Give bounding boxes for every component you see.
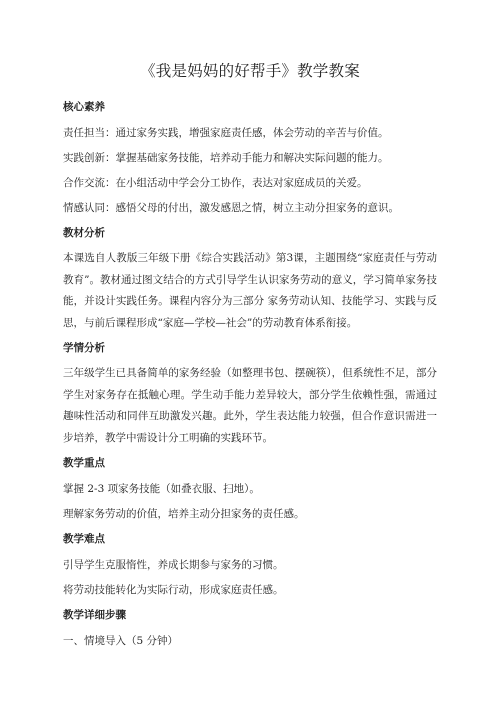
core-item-emotion: 情感认同：感悟父母的付出，激发感恩之情，树立主动分担家务的意识。	[63, 202, 399, 214]
difficulty-item: 将劳动技能转化为实际行动，形成家庭责任感。	[63, 584, 284, 596]
students-paragraph: 三年级学生已具备简单的家务经验（如整理书包、摆碗筷），但系统性不足，部分学生对家务存在抵触心理。学生动手能力差异较大，部分学生依赖性强，需通过趣味性活动和同伴互助激发兴趣。此外，学生表达能力较强，但合作意识需进一步培养，教学中需设计分工明确的实践环节。	[63, 367, 437, 444]
key-point-item: 理解家务劳动的价值，培养主动分担家务的责任感。	[63, 508, 305, 520]
document-title: 《我是妈妈的好帮手》教学教案	[140, 62, 360, 80]
core-item-cooperation: 合作交流：在小组活动中学会分工协作，表达对家庭成员的关爱。	[63, 177, 368, 189]
step-intro: 一、情境导入（5 分钟）	[63, 635, 179, 647]
section-material	[63, 225, 437, 334]
document-page	[63, 60, 437, 658]
section-core	[63, 99, 437, 216]
section-students	[63, 340, 437, 449]
section-heading-core: 核心素养	[63, 101, 105, 113]
section-heading-students: 学情分析	[63, 342, 105, 354]
section-steps	[63, 607, 437, 649]
section-heading-material: 教材分析	[63, 227, 105, 239]
section-heading-steps: 教学详细步骤	[63, 609, 126, 621]
section-heading-difficulties: 教学难点	[63, 533, 105, 545]
core-item-responsibility: 责任担当：通过家务实践，增强家庭责任感，体会劳动的辛苦与价值。	[63, 127, 389, 139]
core-item-innovation: 实践创新：掌握基础家务技能，培养动手能力和解决实际问题的能力。	[63, 152, 389, 164]
key-point-item: 掌握 2-3 项家务技能（如叠衣服、扫地）。	[63, 483, 260, 495]
section-key-points	[63, 455, 437, 522]
difficulty-item: 引导学生克服惰性，养成长期参与家务的习惯。	[63, 559, 284, 571]
section-heading-key-points: 教学重点	[63, 457, 105, 469]
section-difficulties	[63, 531, 437, 598]
material-paragraph: 本课选自人教版三年级下册《综合实践活动》第3课，主题围绕“家庭责任与劳动教育”。教材通过图文结合的方式引导学生认识家务劳动的意义，学习简单家务技能，并设计实践任务。课程内容分为三部分 家务劳动认知、技能学习、实践与反思，与前后课程形成“家庭—学校—社会”的劳动教育体系衔接。	[63, 252, 437, 329]
